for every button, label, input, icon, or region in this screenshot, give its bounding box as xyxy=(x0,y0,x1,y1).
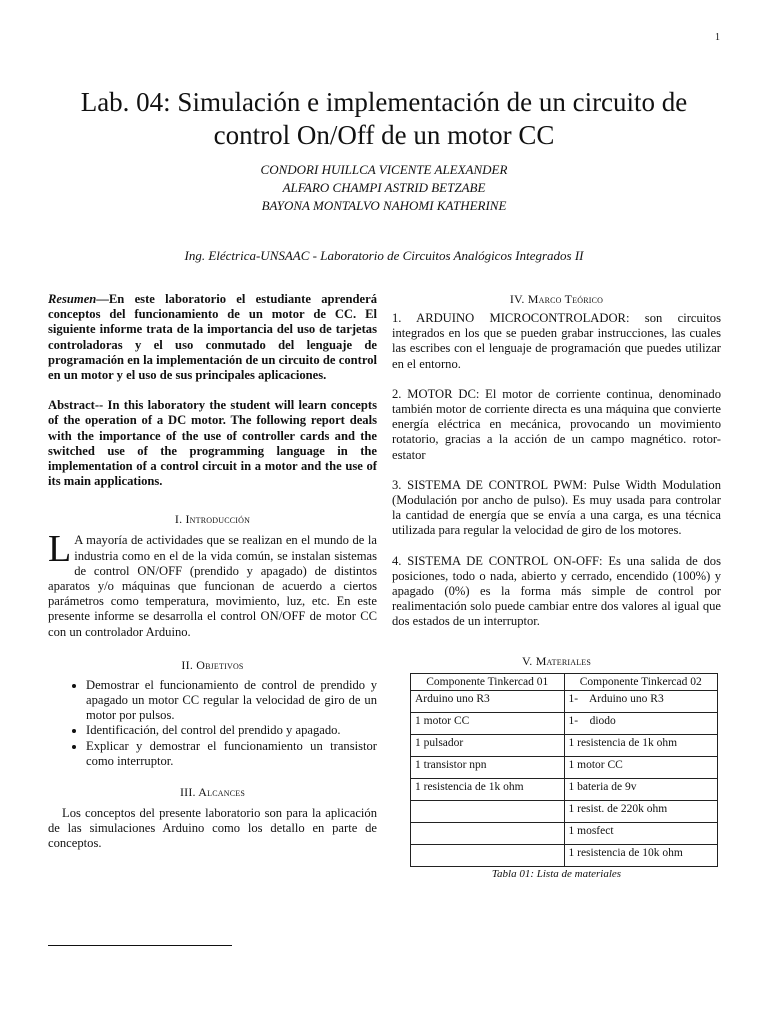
table-row xyxy=(411,756,718,778)
table-cell: 1 resistencia de 1k ohm xyxy=(564,734,718,756)
table-cell: 1 resistencia de 10k ohm xyxy=(564,844,718,866)
resumen-dash: — xyxy=(96,292,109,306)
resumen-text: En este laboratorio el estudiante aprenderá conceptos del funcionamiento de un motor de CC. El siguiente informe trata de la importancia del uso de tarjetas controladoras y el uso conmutado del lenguaje de programación en la implementación de un circuito de control en un motor y el uso de sus principales aplicaciones. xyxy=(48,292,377,383)
section-heading-materiales: V. Materiales xyxy=(521,653,592,668)
resumen-label: Resumen xyxy=(48,292,97,306)
marco-item: 3. SISTEMA DE CONTROL PWM: Pulse Width Modulation (Modulación por ancho de pulso). Es muy usada para controlar la cantidad de energía que se envía a una carga, es una técnica utilizada para regular la velocidad de giro de los motores. xyxy=(392,477,721,538)
left-column xyxy=(48,292,377,852)
page-number: 1 xyxy=(715,32,720,43)
abstract-paragraph: Abstract-- In this laboratory the student will learn concepts of the operation of a DC motor. The following report deals with the importance of the use of controller cards and the switched use of the programming language in the implementation of a control circuit in a motor and the use of its main applications. xyxy=(48,398,377,489)
table-cell: 1 mosfect xyxy=(564,822,718,844)
table-cell: 1 pulsador xyxy=(411,734,565,756)
author-list xyxy=(0,161,768,215)
table-cell: 1 resist. de 220k ohm xyxy=(564,800,718,822)
alcances-paragraph: Los conceptos del presente laboratorio son para la aplicación de las simulaciones Arduino como los detallo en parte de conceptos. xyxy=(48,806,377,851)
paper-title: Lab. 04: Simulación e implementación de un circuito de control On/Off de un motor CC xyxy=(80,87,688,150)
column-header: Componente Tinkercad 02 xyxy=(564,673,718,690)
author-name: BAYONA MONTALVO NAHOMI KATHERINE xyxy=(261,198,507,213)
author-name: ALFARO CHAMPI ASTRID BETZABE xyxy=(282,180,486,195)
marco-item: 1. ARDUINO MICROCONTROLADOR: son circuitos integrados en los que se pueden grabar instrucciones, las cuales las escribes con el lenguaje de programación que puedes utilizar en el entorno. xyxy=(392,311,721,371)
table-row xyxy=(411,734,718,756)
materials-table xyxy=(410,673,718,867)
list-item: • Explicar y demostrar el funcionamiento un transistor como interruptor. xyxy=(86,739,377,769)
table-row xyxy=(411,690,718,712)
table-cell: 1 motor CC xyxy=(411,712,565,734)
table-caption: Tabla 01: Lista de materiales xyxy=(491,867,622,880)
introduccion-paragraph xyxy=(48,528,377,639)
footnote-divider xyxy=(48,945,232,946)
section-heading-marco-teorico: IV. Marco Teórico xyxy=(509,292,604,306)
table-cell: 1 motor CC xyxy=(564,756,718,778)
section-heading-objetivos: II. Objetivos xyxy=(181,657,244,672)
table-row xyxy=(411,712,718,734)
marco-item: 4. SISTEMA DE CONTROL ON-OFF: Es una salida de dos posiciones, todo o nada, abierto y cerrado, encendido (100%) y apagado (0%) es la forma más simple de control por realimentación solo puede cambiar entre dos valores al igual que dos estados de un interruptor. xyxy=(392,553,721,629)
list-item: • Identificación, del control del prendido y apagado. xyxy=(86,723,377,738)
table-cell: 1 bateria de 9v xyxy=(564,778,718,800)
table-cell: 1 transistor npn xyxy=(411,756,565,778)
section-heading-introduccion: I. Introducción xyxy=(174,512,251,527)
table-cell: 1- diodo xyxy=(564,712,718,734)
drop-cap: L xyxy=(48,528,72,571)
right-column xyxy=(392,292,721,882)
table-cell xyxy=(411,822,565,844)
author-name: CONDORI HUILLCA VICENTE ALEXANDER xyxy=(260,162,508,177)
introduccion-text: A mayoría de actividades que se realizan en el mundo de la industria como en el de la vida común, se instalan sistemas de control ON/OFF (prendido y apagado) de distintos aparatos y/o máquinas que funcionan de acuerdo a ciertos parámetros como temperatura, movimiento, luz, etc. En este presente informe se desarrolla el control ON/OFF de motor CC con un controlador Arduino. xyxy=(48,533,377,639)
marco-item: 2. MOTOR DC: El motor de corriente continua, denominado también motor de corriente directa es una máquina que convierte energía eléctrica en mecánica, provocando un movimiento rotatorio, gracias a la acción de un campo magnético. rotor-estator xyxy=(392,386,721,462)
table-row xyxy=(411,844,718,866)
objetivos-list xyxy=(48,678,377,769)
table-cell: 1 resistencia de 1k ohm xyxy=(411,778,565,800)
table-row xyxy=(411,800,718,822)
section-heading-alcances: III. Alcances xyxy=(179,785,246,800)
table-cell xyxy=(411,800,565,822)
resumen-paragraph xyxy=(48,292,377,383)
table-cell: 1- Arduino uno R3 xyxy=(564,690,718,712)
list-item: • Demostrar el funcionamiento de control de prendido y apagado un motor CC regular la velocidad de giro de un motor por pulsos. xyxy=(86,678,377,724)
affiliation: Ing. Eléctrica-UNSAAC - Laboratorio de Circuitos Analógicos Integrados II xyxy=(184,248,584,263)
table-header-row xyxy=(411,673,718,690)
table-cell: Arduino uno R3 xyxy=(411,690,565,712)
table-row xyxy=(411,778,718,800)
column-header: Componente Tinkercad 01 xyxy=(411,673,565,690)
table-cell xyxy=(411,844,565,866)
table-row xyxy=(411,822,718,844)
